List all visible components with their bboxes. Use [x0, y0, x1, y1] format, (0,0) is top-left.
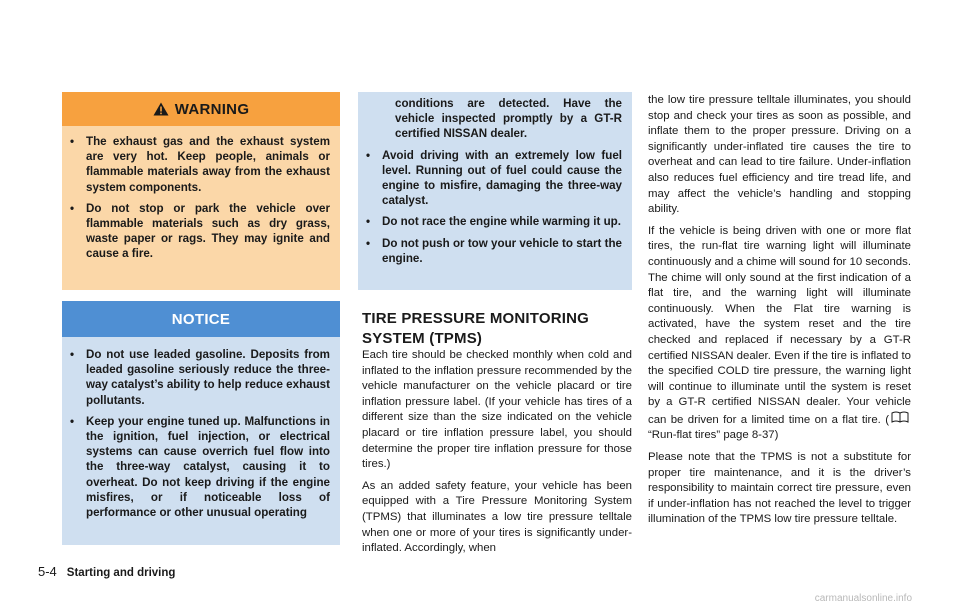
list-item: • Avoid driving with an extremely low fuel level. Running out of fuel could cause the engine to misfire, damaging the three-way catalyst. [366, 148, 622, 208]
warning-triangle-icon [153, 102, 169, 116]
notice-header [62, 301, 340, 337]
list-item-continued: conditions are detected. Have the vehicle inspected promptly by a GT-R certified NISSAN dealer. [395, 97, 622, 141]
notice-title: NOTICE [171, 310, 231, 328]
cross-reference-link[interactable]: “Run-flat tires” page 8-37) [648, 429, 779, 442]
footer-section-title: Starting and driving [66, 567, 176, 579]
list-item: • Do not push or tow your vehicle to start the engine. [366, 236, 622, 265]
paragraph: Each tire should be checked monthly when cold and inflated to the inflation pressure recommended by the vehicle manufacturer on the vehicle placard or tire inflation pressure label. (If your vehicle has tires of a different size than the size indicated on the vehicle placard or tire inflation pressure label, you should determine the proper tire inflation pressure for those tires.) [362, 349, 632, 471]
warning-body [62, 126, 340, 290]
paragraph: If the vehicle is being driven with one or more flat tires, the run-flat tire warning light will illuminate continuously and a chime will sound for 10 seconds. The chime will only sound at the first indication of a flat tire, and the warning light will illuminate continuously. When the Flat tire warning is activated, have the system reset and the tire checked and replaced if necessary by a GT-R certified NISSAN dealer. Even if the tire is inflated to the specified COLD tire pressure, the warning light will continue to illuminate until the system is reset by a GT-R certified NISSAN dealer. Your vehicle can be driven for a limited time on a flat tire. (“Run-flat tires” page 8-37) [648, 224, 911, 442]
book-reference-icon [891, 411, 909, 429]
paragraph: As an added safety feature, your vehicle has been equipped with a Tire Pressure Monitoring System (TPMS) that illuminates a low tire pressure telltale when one or more of your tires is significantly under-inflated. Accordingly, when [362, 479, 632, 555]
section-title: TIRE PRESSURE MONITORING SYSTEM (TPMS) [362, 310, 590, 347]
page-footer [38, 564, 175, 579]
notice-continued [358, 92, 632, 290]
list-item: • Do not race the engine while warming it up. [366, 215, 621, 229]
warning-title: WARNING [174, 100, 250, 118]
paragraph: Please note that the TPMS is not a substitute for proper tire maintenance, and it is the driver’s responsibility to maintain correct tire pressure, even if under-inflation has not reached the level to trigger illumination of the TPMS low tire pressure telltale. [648, 451, 911, 526]
list-item: • Keep your engine tuned up. Malfunctions in the ignition, fuel injection, or electrical systems can cause overrich fuel flow into the three-way catalyst, causing it to overheat. Do not keep driving if the engine misfires, or if noticeable loss of performance or other unusual operating [70, 414, 330, 520]
warning-header [62, 92, 340, 126]
list-item: • Do not stop or park the vehicle over flammable materials such as dry grass, waste paper or rags. They may ignite and cause a fire. [70, 201, 330, 261]
notice-body [62, 337, 340, 545]
watermark: carmanualsonline.info [814, 593, 912, 604]
list-item: • Do not use leaded gasoline. Deposits from leaded gasoline seriously reduce the three-way catalyst’s ability to help reduce exhaust pollutants. [70, 348, 330, 407]
page-number: 5-4 [38, 564, 57, 579]
paragraph: the low tire pressure telltale illuminates, you should stop and check your tires as soon as possible, and inflate them to the proper pressure. Driving on a significantly under-inflated tire causes the tire to overheat and can lead to tire failure. Under-inflation also reduces fuel efficiency and tire tread life, and may affect the vehicle’s handling and stopping ability. [648, 94, 911, 216]
list-item: • The exhaust gas and the exhaust system are very hot. Keep people, animals or flammable materials away from the exhaust system components. [70, 135, 330, 194]
